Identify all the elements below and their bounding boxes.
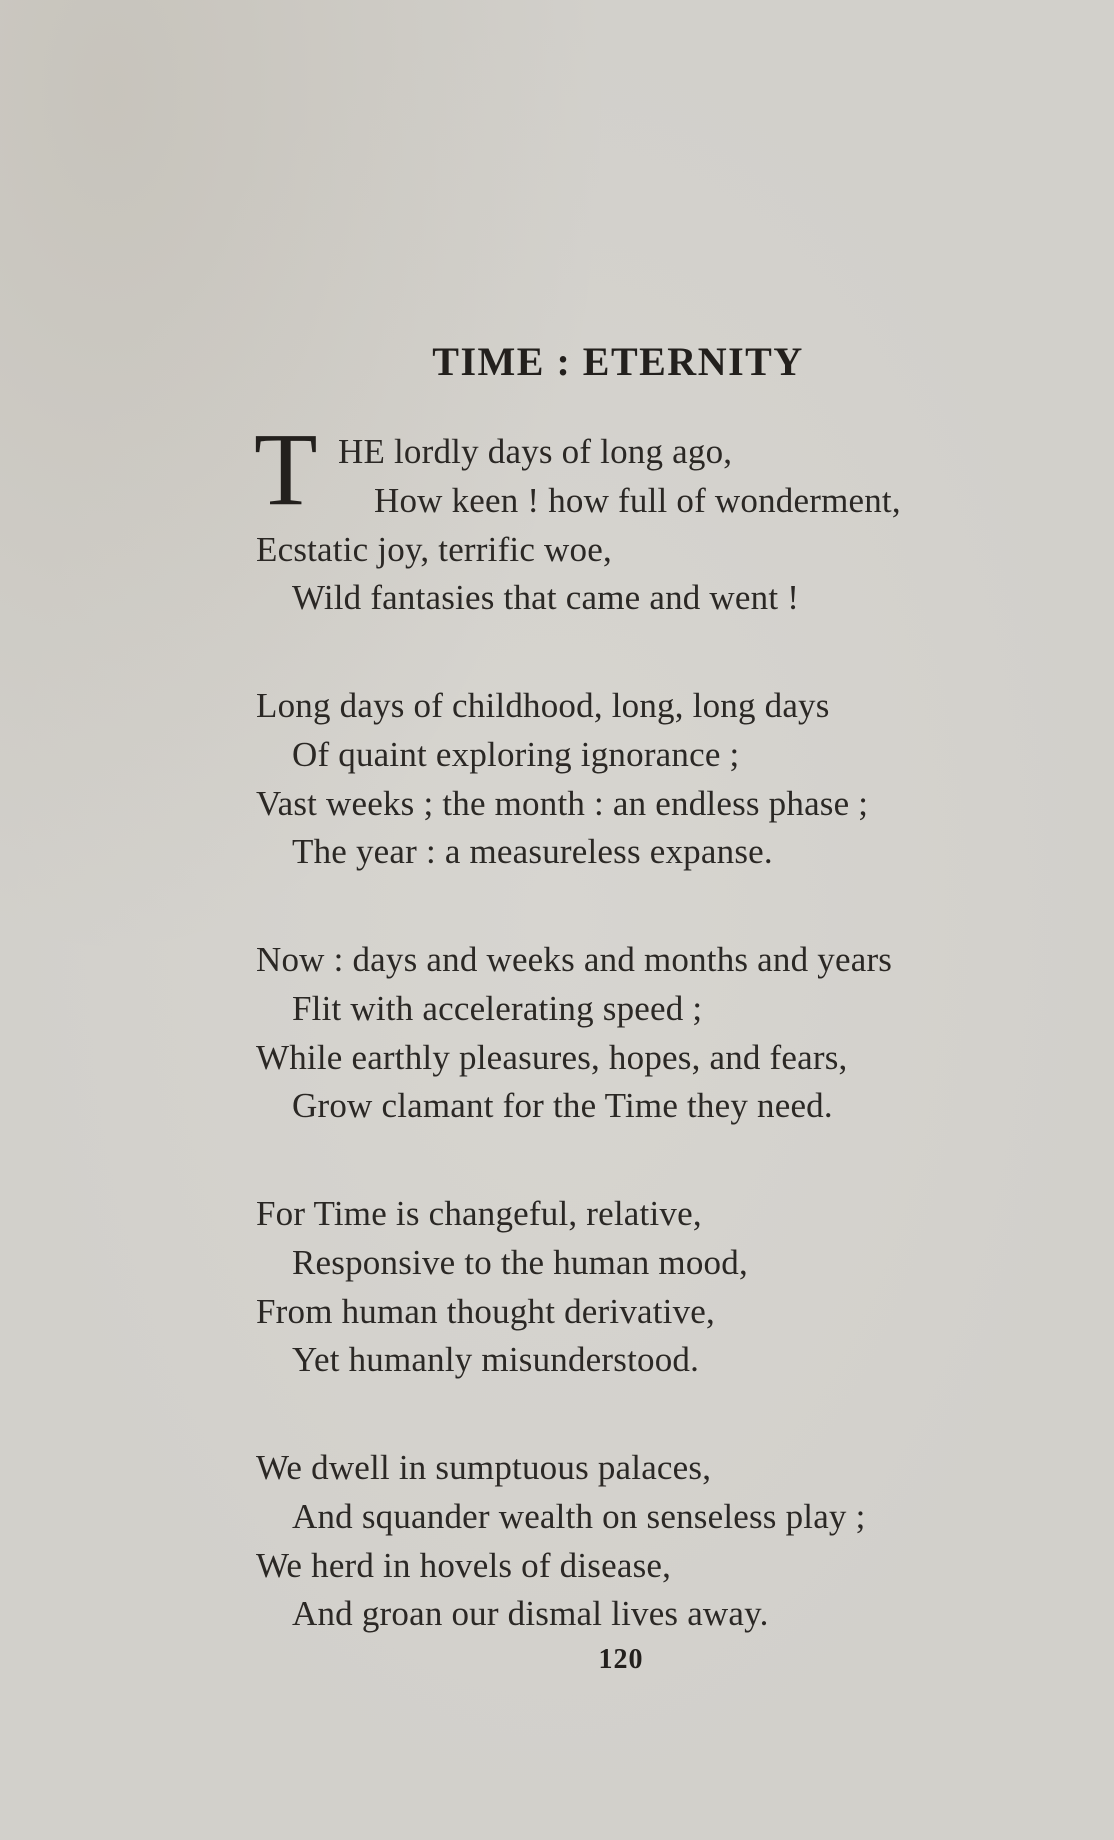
poem-line: Of quaint exploring ignorance ; xyxy=(292,735,740,774)
poem-line: We dwell in sumptuous palaces, xyxy=(256,1448,712,1487)
poem-line: And groan our dismal lives away. xyxy=(292,1594,769,1633)
poem-line: We herd in hovels of disease, xyxy=(256,1546,672,1585)
poem-line: Flit with accelerating speed ; xyxy=(292,989,703,1028)
poem-line: For Time is changeful, relative, xyxy=(256,1194,702,1233)
poem-line: How keen ! how full of wonderment, xyxy=(374,481,901,520)
poem-line: Now : days and weeks and months and years xyxy=(256,940,893,979)
poem-line: The year : a measureless expanse. xyxy=(292,832,773,871)
poem-line: Vast weeks ; the month : an endless phase ; xyxy=(256,784,869,823)
poem-line: And squander wealth on senseless play ; xyxy=(292,1497,866,1536)
drop-cap: T xyxy=(254,412,318,527)
poem-line: Responsive to the human mood, xyxy=(292,1243,748,1282)
poem-line: Long days of childhood, long, long days xyxy=(256,686,830,725)
poem-title: TIME : ETERNITY xyxy=(432,339,804,384)
poem-line: Ecstatic joy, terrific woe, xyxy=(256,530,612,569)
page-number: 120 xyxy=(598,1644,644,1675)
poem-line: While earthly pleasures, hopes, and fears, xyxy=(256,1038,848,1077)
poem-line: HE lordly days of long ago, xyxy=(338,432,733,471)
poem-line: Yet humanly misunderstood. xyxy=(292,1340,700,1379)
poem-line: From human thought derivative, xyxy=(256,1292,715,1331)
poem-line: Grow clamant for the Time they need. xyxy=(292,1086,833,1125)
poem-line: Wild fantasies that came and went ! xyxy=(292,578,800,617)
